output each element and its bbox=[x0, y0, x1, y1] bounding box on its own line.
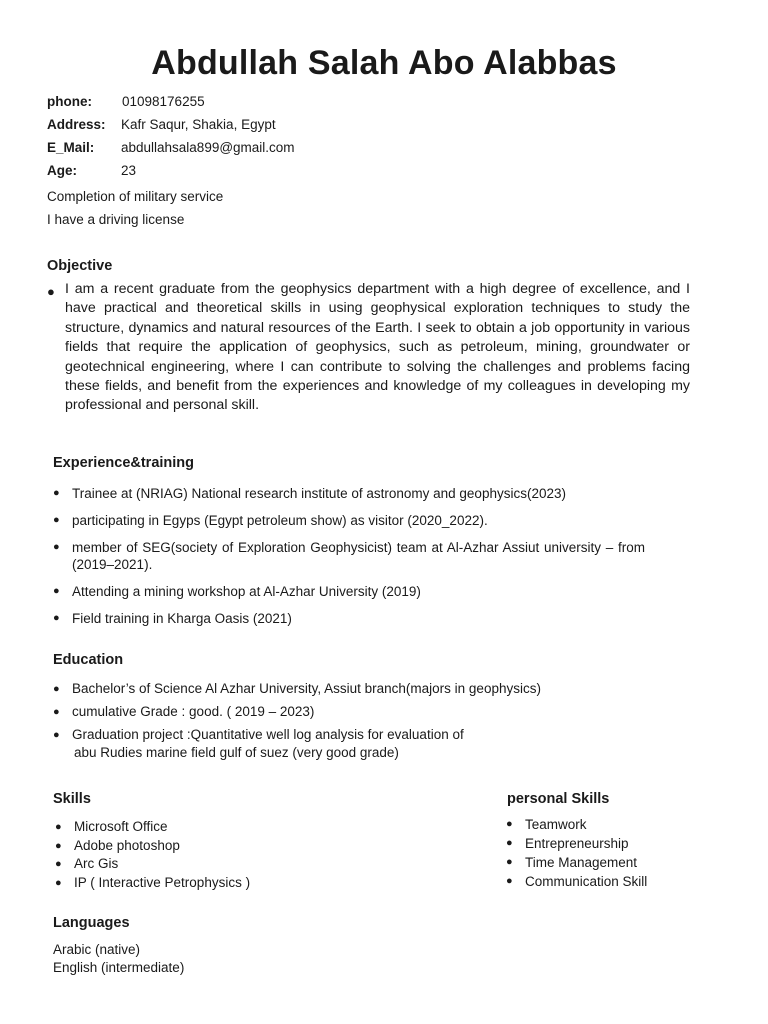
personal-skill-item-text: Communication Skill bbox=[525, 874, 648, 889]
education-list bbox=[53, 680, 653, 762]
bullet-icon: ● bbox=[506, 818, 513, 830]
bullet-icon: ● bbox=[53, 612, 60, 624]
personal-skill-item-text: Entrepreneurship bbox=[525, 836, 629, 851]
education-item-text: Bachelor’s of Science Al Azhar University, Assiut branch(majors in geophysics) bbox=[72, 681, 541, 696]
language-item: English (intermediate) bbox=[53, 960, 185, 975]
phone-label: phone: bbox=[47, 94, 92, 109]
bullet-icon: ● bbox=[53, 729, 60, 741]
phone-value: 01098176255 bbox=[122, 94, 205, 109]
bullet-icon: ● bbox=[506, 856, 513, 868]
address-label: Address: bbox=[47, 117, 106, 132]
list-item bbox=[53, 583, 645, 600]
experience-item-text: Attending a mining workshop at Al-Azhar University (2019) bbox=[72, 584, 421, 599]
bullet-icon: ● bbox=[506, 875, 513, 887]
bullet-icon: ● bbox=[53, 683, 60, 695]
education-heading: Education bbox=[53, 652, 124, 668]
personal-skill-item-text: Time Management bbox=[525, 855, 638, 870]
skills-list bbox=[55, 818, 250, 892]
list-item bbox=[53, 703, 653, 721]
personal-skill-item-text: Teamwork bbox=[525, 817, 587, 832]
skills-heading: Skills bbox=[53, 791, 91, 807]
experience-list bbox=[53, 485, 645, 627]
age-value: 23 bbox=[121, 163, 137, 178]
list-item bbox=[55, 855, 250, 874]
bullet-icon: ● bbox=[53, 585, 60, 597]
list-item bbox=[53, 512, 645, 529]
list-item bbox=[53, 680, 653, 698]
experience-item-text: Trainee at (NRIAG) National research institute of astronomy and geophysics(2023) bbox=[72, 486, 566, 501]
license-note: I have a driving license bbox=[47, 212, 185, 227]
skill-item-text: Arc Gis bbox=[74, 856, 119, 871]
objective-bullet: ● bbox=[47, 284, 55, 299]
list-item bbox=[506, 853, 647, 872]
bullet-icon: ● bbox=[53, 706, 60, 718]
list-item bbox=[53, 610, 645, 627]
bullet-icon: ● bbox=[55, 839, 62, 852]
list-item bbox=[53, 485, 645, 502]
personal-skills-heading: personal Skills bbox=[507, 791, 610, 807]
experience-item-text: Field training in Kharga Oasis (2021) bbox=[72, 611, 292, 626]
skill-item-text: Adobe photoshop bbox=[74, 837, 180, 853]
bullet-icon: ● bbox=[55, 858, 62, 870]
skill-item-text: IP ( Interactive Petrophysics ) bbox=[74, 874, 251, 890]
bullet-icon: ● bbox=[55, 821, 62, 833]
list-item bbox=[506, 834, 647, 853]
military-note: Completion of military service bbox=[47, 189, 224, 204]
page-title: Abdullah Salah Abo Alabbas bbox=[151, 44, 617, 82]
skill-item-text: Microsoft Office bbox=[74, 819, 168, 834]
education-item-text: cumulative Grade : good. ( 2019 – 2023) bbox=[72, 704, 315, 719]
list-item bbox=[55, 874, 250, 893]
experience-item-text: member of SEG(society of Exploration Geophysicist) team at Al-Azhar Assiut university – from (2019–2021). bbox=[72, 540, 645, 572]
experience-item-text: participating in Egyps (Egypt petroleum show) as visitor (2020_2022). bbox=[72, 513, 488, 528]
objective-text: I am a recent graduate from the geophysics department with a high degree of excellence, and I have practical and theoretical skills in using geophysical exploration techniques to study the structure, dynamics and natural resources of the Earth. I seek to obtain a job opportunity in various fields that require the application of geophysics, such as petroleum, mining, groundwater or geotechnical engineering, where I can contribute to solving the challenges and problems facing these fields, and benefit from the experiences and knowledge of my colleagues in developing my professional and personal skill. bbox=[65, 281, 690, 414]
bullet-icon: ● bbox=[55, 876, 62, 889]
list-item bbox=[506, 815, 647, 834]
graduation-project-line1: Graduation project :Quantitative well log analysis for evaluation of bbox=[72, 727, 464, 742]
list-item bbox=[53, 726, 653, 762]
address-value: Kafr Saqur, Shakia, Egypt bbox=[121, 117, 276, 132]
email-value[interactable]: abdullahsala899@gmail.com bbox=[121, 140, 295, 155]
list-item bbox=[53, 539, 645, 573]
graduation-project-line2: abu Rudies marine field gulf of suez (very good grade) bbox=[74, 745, 399, 760]
list-item bbox=[506, 872, 647, 891]
bullet-icon: ● bbox=[506, 837, 513, 849]
list-item bbox=[55, 818, 250, 837]
list-item bbox=[55, 837, 250, 856]
experience-heading: Experience&training bbox=[53, 455, 195, 471]
language-item: Arabic (native) bbox=[53, 942, 141, 957]
objective-heading: Objective bbox=[47, 258, 113, 274]
bullet-icon: ● bbox=[53, 541, 60, 553]
personal-skills-list bbox=[506, 815, 647, 891]
languages-heading: Languages bbox=[53, 915, 130, 931]
email-label: E_Mail: bbox=[47, 140, 95, 155]
bullet-icon: ● bbox=[53, 514, 60, 526]
age-label: Age: bbox=[47, 163, 77, 178]
bullet-icon: ● bbox=[53, 487, 60, 499]
